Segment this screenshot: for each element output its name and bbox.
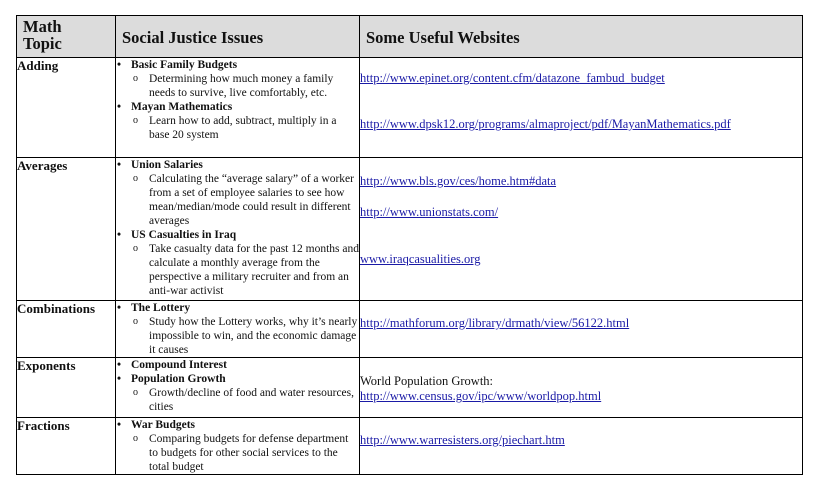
website-link[interactable]: http://www.census.gov/ipc/www/worldpop.html bbox=[360, 389, 602, 403]
header-useful-websites: Some Useful Websites bbox=[360, 16, 803, 58]
website-link[interactable]: http://mathforum.org/library/drmath/view/56122.html bbox=[360, 316, 630, 330]
issue-heading: • The Lottery bbox=[116, 301, 359, 315]
website-link[interactable]: http://www.dpsk12.org/programs/almaproject/pdf/MayanMathematics.pdf bbox=[360, 117, 731, 131]
issue-detail: o Calculating the “average salary” of a worker from a set of employee salaries to see how mean/median/mode could result in different averages bbox=[116, 172, 359, 228]
websites-cell bbox=[360, 158, 803, 301]
website-label: World Population Growth: bbox=[360, 374, 494, 388]
issue-detail: o Growth/decline of food and water resources, cities bbox=[116, 386, 359, 414]
issue-heading: • Basic Family Budgets bbox=[116, 58, 359, 72]
issue-heading: • Union Salaries bbox=[116, 158, 359, 172]
header-row bbox=[17, 16, 803, 58]
topic-cell: Adding bbox=[17, 58, 116, 158]
issue-detail: o Comparing budgets for defense department to budgets for other social services to the total budget bbox=[116, 432, 359, 474]
website-link[interactable]: http://www.epinet.org/content.cfm/datazone_fambud_budget bbox=[360, 71, 665, 85]
issues-cell bbox=[116, 418, 360, 475]
issue-detail: o Determining how much money a family needs to survive, live comfortably, etc. bbox=[116, 72, 359, 100]
issues-cell bbox=[116, 358, 360, 418]
header-topic-line1: Math bbox=[23, 17, 62, 36]
issues-cell bbox=[116, 301, 360, 358]
websites-cell bbox=[360, 418, 803, 475]
table-row bbox=[17, 58, 803, 158]
table-row bbox=[17, 158, 803, 301]
issue-heading: • War Budgets bbox=[116, 418, 359, 432]
header-topic-line2: Topic bbox=[23, 34, 62, 53]
table-row bbox=[17, 358, 803, 418]
issues-cell bbox=[116, 58, 360, 158]
issues-cell bbox=[116, 158, 360, 301]
websites-cell bbox=[360, 58, 803, 158]
website-link[interactable]: http://www.unionstats.com/ bbox=[360, 205, 499, 219]
websites-cell bbox=[360, 358, 803, 418]
topic-cell: Averages bbox=[17, 158, 116, 301]
header-math-topic bbox=[17, 16, 116, 58]
issue-heading: • Compound Interest bbox=[116, 358, 359, 372]
issue-detail: o Learn how to add, subtract, multiply in a base 20 system bbox=[116, 114, 359, 142]
issue-detail: o Study how the Lottery works, why it’s nearly impossible to win, and the economic damage it causes bbox=[116, 315, 359, 357]
topic-cell: Exponents bbox=[17, 358, 116, 418]
table-row bbox=[17, 301, 803, 358]
topic-cell: Combinations bbox=[17, 301, 116, 358]
issue-heading: • Mayan Mathematics bbox=[116, 100, 359, 114]
topic-cell: Fractions bbox=[17, 418, 116, 475]
website-link[interactable]: www.iraqcasualities.org bbox=[360, 252, 481, 266]
issue-detail: o Take casualty data for the past 12 months and calculate a monthly average from the perspective a military recruiter and from an anti-war activist bbox=[116, 242, 359, 298]
website-link[interactable]: http://www.warresisters.org/piechart.htm bbox=[360, 433, 565, 447]
table-row bbox=[17, 418, 803, 475]
website-link[interactable]: http://www.bls.gov/ces/home.htm#data bbox=[360, 174, 557, 188]
header-social-justice-issues: Social Justice Issues bbox=[116, 16, 360, 58]
issue-heading: • Population Growth bbox=[116, 372, 359, 386]
math-social-justice-table bbox=[16, 15, 803, 475]
websites-cell bbox=[360, 301, 803, 358]
issue-heading: • US Casualties in Iraq bbox=[116, 228, 359, 242]
